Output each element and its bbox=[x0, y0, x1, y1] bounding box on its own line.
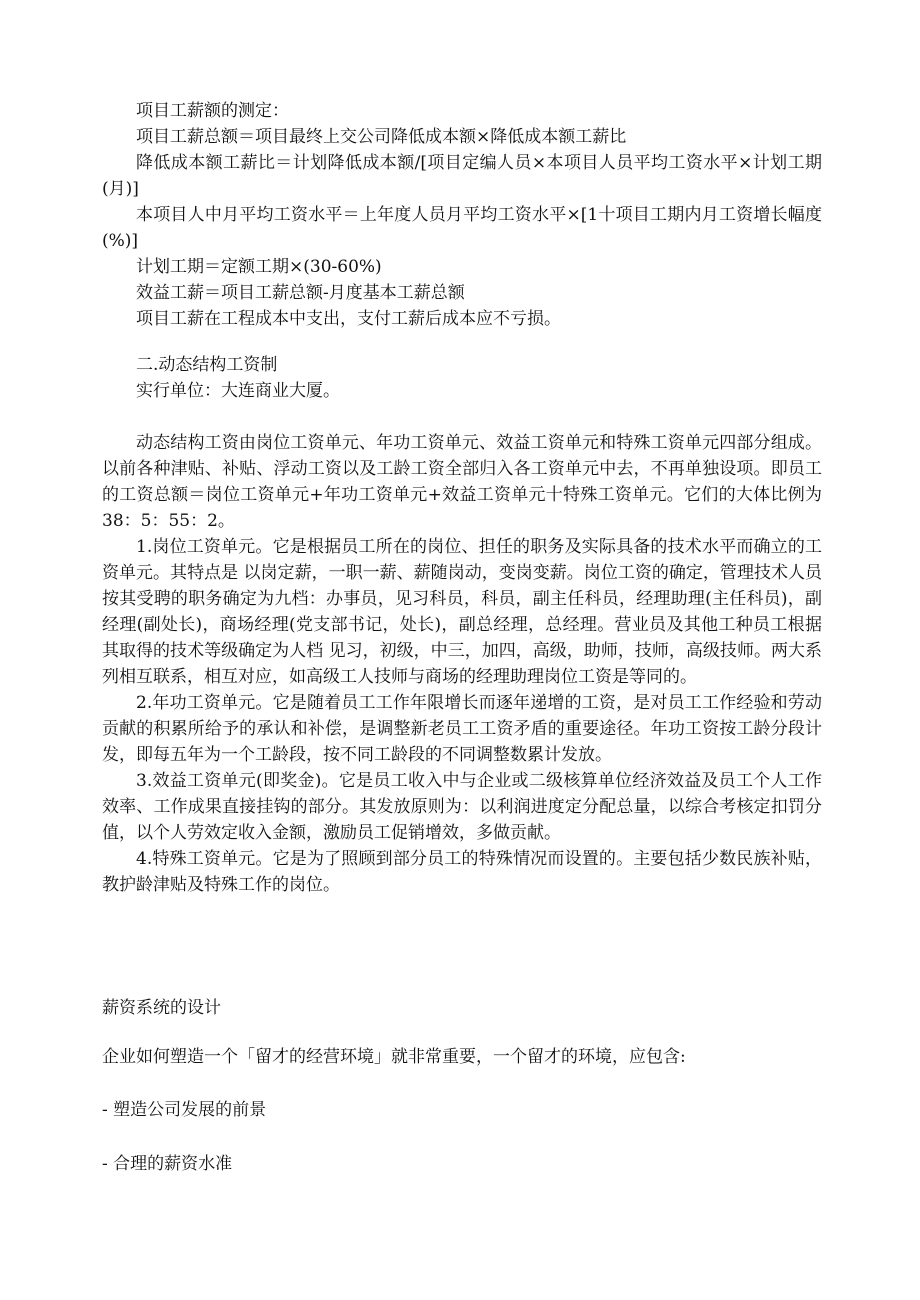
structure-overview-paragraph: 动态结构工资由岗位工资单元、年功工资单元、效益工资单元和特殊工资单元四部分组成。以前各种津贴、补贴、浮动工资以及工龄工资全部归入各工资单元中去，不再单独设项。即员工的工资总额＝岗位工资单元+年功工资单元+效益工资单元十特殊工资单元。它们的大体比例为 38：5：55：2。 bbox=[102, 433, 822, 531]
dynamic-structure-body bbox=[102, 430, 822, 898]
special-salary-paragraph: 4.特殊工资单元。它是为了照顾到部分员工的特殊情况而设置的。主要包括少数民族补贴，教护龄津贴及特殊工作的岗位。 bbox=[102, 849, 822, 895]
section-heading: 二.动态结构工资制 bbox=[136, 355, 278, 375]
salary-design-title: 薪资系统的设计 bbox=[102, 998, 221, 1018]
formula-salary-ratio: 降低成本额工薪比＝计划降低成本额/[项目定编人员×本项目人员平均工资水平×计划工期(月)] bbox=[102, 153, 822, 199]
benefit-salary-paragraph: 3.效益工资单元(即奖金)。它是员工收入中与企业或二级核算单位经济效益及员工个人工作效率、工作成果直接挂钩的部分。其发放原则为：以利润进度定分配总量，以综合考核定扣罚分值，以个人劳效定收入金额，激励员工促销增效，多做贡献。 bbox=[102, 771, 822, 843]
formula-heading: 项目工薪额的测定： bbox=[136, 101, 289, 121]
formula-total-salary: 项目工薪总额＝项目最终上交公司降低成本额×降低成本额工薪比 bbox=[136, 127, 627, 147]
formula-benefit-salary: 效益工薪＝项目工薪总额-月度基本工薪总额 bbox=[136, 283, 465, 303]
formula-cost-note: 项目工薪在工程成本中支出，支付工薪后成本应不亏损。 bbox=[136, 309, 561, 329]
list-item: - 合理的薪资水准 bbox=[102, 1154, 233, 1174]
dynamic-structure-heading-block bbox=[102, 352, 822, 404]
seniority-salary-paragraph: 2.年功工资单元。它是随着员工工作年限增长而逐年递增的工资，是对员工工作经验和劳动贡献的积累所给予的承认和补偿，是调整新老员工工资矛盾的重要途径。年功工资按工龄分段计发，即每五年为一个工龄段，按不同工龄段的不同调整数累计发放。 bbox=[102, 693, 822, 765]
list-item: - 塑造公司发展的前景 bbox=[102, 1100, 267, 1120]
project-salary-formulas bbox=[102, 98, 822, 332]
formula-monthly-average: 本项目人中月平均工资水平＝上年度人员月平均工资水平×[1十项目工期内月工资增长幅度(%)] bbox=[102, 205, 822, 251]
salary-design-intro: 企业如何塑造一个「留才的经营环境」就非常重要，一个留才的环境，应包含: bbox=[102, 1047, 686, 1067]
formula-planned-period: 计划工期＝定额工期×(30-60%) bbox=[136, 257, 382, 277]
implementing-unit: 实行单位：大连商业大厦。 bbox=[136, 381, 340, 401]
position-salary-paragraph: 1.岗位工资单元。它是根据员工所在的岗位、担任的职务及实际具备的技术水平而确立的工资单元。其特点是 以岗定薪，一职一薪、薪随岗动，变岗变薪。岗位工资的确定，管理技术人员按其受聘的职务确定为九档：办事员，见习科员，科员，副主任科员，经理助理(主任科员)，副经理(副处长)，商场经理(党支部书记，处长)，副总经理，总经理。营业员及其他工种员工根据其取得的技术等级确定为人档 见习，初级，中三，加四，高级，助师，技师，高级技师。两大系列相互联系，相互对应，如高级工人技师与商场的经理助理岗位工资是等同的。 bbox=[102, 537, 822, 687]
